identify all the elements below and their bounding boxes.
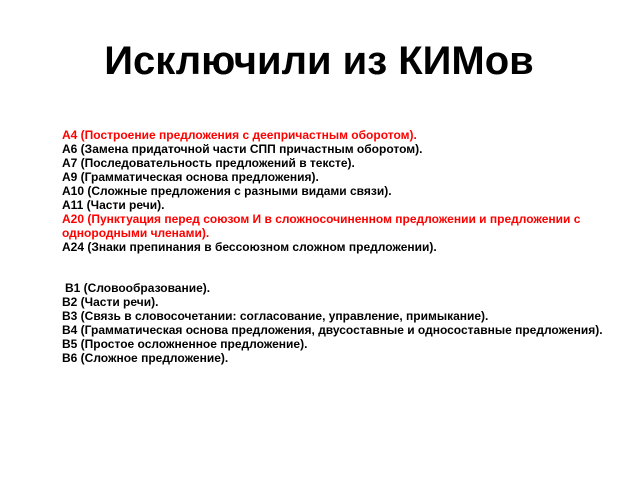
- list-item-a11: А11 (Части речи).: [62, 198, 165, 212]
- list-item-a7: А7 (Последовательность предложений в тексте).: [62, 156, 355, 170]
- list-item-a24: А24 (Знаки препинания в бессоюзном сложном предложении).: [62, 240, 437, 254]
- excluded-tasks-part-b: [62, 281, 608, 365]
- list-item-b4: В4 (Грамматическая основа предложения, двусоставные и односоставные предложения).: [62, 323, 603, 337]
- excluded-tasks-part-a: [62, 128, 608, 254]
- slide-title: Исключили из КИМов: [104, 39, 534, 83]
- list-item-b6: В6 (Сложное предложение).: [62, 351, 229, 365]
- list-item-a20: А20 (Пунктуация перед союзом И в сложносочиненном предложении и предложении с однородными членами).: [62, 212, 581, 240]
- list-item-a6: А6 (Замена придаточной части СПП причастным оборотом).: [62, 142, 423, 156]
- list-item-b5: В5 (Простое осложненное предложение).: [62, 337, 308, 351]
- list-item-a10: А10 (Сложные предложения с разными видами связи).: [62, 184, 392, 198]
- list-item-b1: В1 (Словообразование).: [65, 281, 211, 295]
- list-item-a4: А4 (Построение предложения с деепричастным оборотом).: [62, 128, 417, 142]
- list-item-a9: А9 (Грамматическая основа предложения).: [62, 170, 319, 184]
- list-item-b2: В2 (Части речи).: [62, 295, 159, 309]
- list-item-b3: В3 (Связь в словосочетании: согласование, управление, примыкание).: [62, 309, 489, 323]
